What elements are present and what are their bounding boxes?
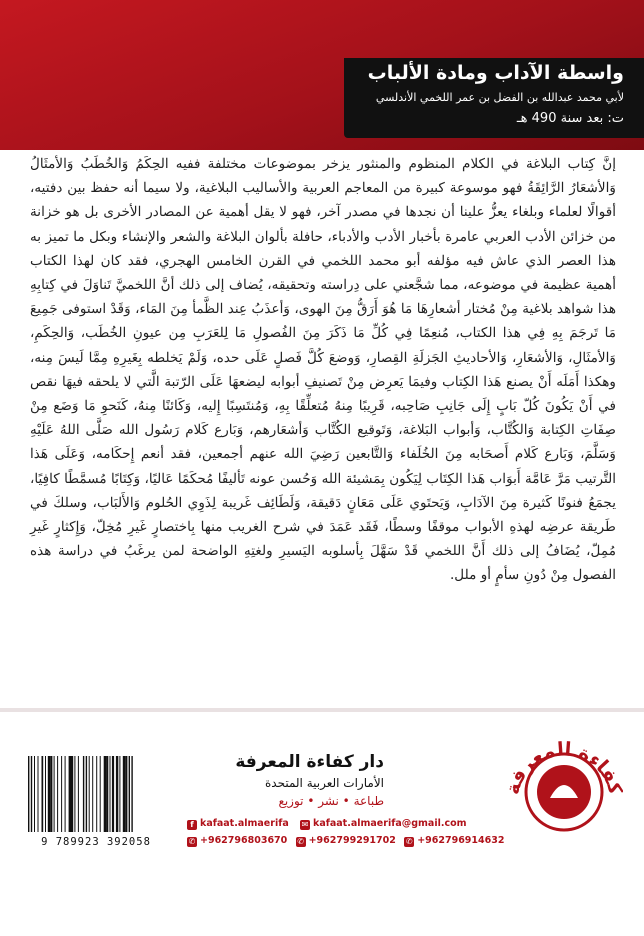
- email-address: kafaat.almaerifa@gmail.com: [313, 818, 467, 829]
- barcode-bar: [31, 756, 32, 832]
- barcode-bar: [83, 756, 84, 832]
- barcode-bar: [96, 756, 97, 832]
- barcode-bar: [50, 756, 52, 832]
- book-title: واسطة الآداب ومادة الألباب: [367, 62, 624, 84]
- barcode-bar: [74, 756, 75, 832]
- phone-icon: ✆: [405, 837, 413, 846]
- barcode-bar: [57, 756, 58, 832]
- phone-icon: ✆: [188, 837, 196, 846]
- barcode-bar: [38, 756, 39, 832]
- email-contact[interactable]: [300, 818, 467, 830]
- phone-number-1[interactable]: +962796803670: [200, 835, 288, 846]
- isbn-number: 9 789923 392058: [41, 836, 151, 848]
- barcode-bar: [129, 756, 130, 832]
- barcode-bar: [48, 756, 50, 832]
- barcode-bar: [65, 756, 66, 832]
- barcode-bar: [86, 756, 87, 832]
- publisher-logo: [505, 726, 623, 844]
- barcode-bar: [92, 756, 93, 832]
- barcode-bar: [112, 756, 114, 832]
- phone-number-2[interactable]: +962799291702: [308, 835, 396, 846]
- author-death-date: ت: بعد سنة 490 هـ: [516, 111, 624, 126]
- phone-number-3[interactable]: +962796914632: [417, 835, 505, 846]
- mail-icon: ✉: [301, 820, 309, 829]
- barcode-bar: [125, 756, 127, 832]
- barcode-bar: [104, 756, 106, 832]
- barcode-bar: [71, 756, 73, 832]
- barcode-bar: [89, 756, 90, 832]
- publisher-block: [182, 748, 505, 848]
- phone-icon: ✆: [297, 837, 304, 846]
- publisher-name: دار كفاءة المعرفة: [235, 752, 384, 772]
- back-cover-blurb: إنَّ كِتاب البلاغة في الكلام المنظوم والمنثور يزخر بموضوعات مختلفة ففيه الحِكَمُ وَالخُطَبُ وَالأمثَالُ وَالأشعَارُ الرَّائِقَةُ فهو موسوعة كبيرة من المعاجم العربية والأساليب البلاغية، ولا سيما أنه حفظ بين دفتيه، أقوالًا لعلماء وبلغاء يعزُّ علينا أن نجدها في مصدر آخر، فهو لا يقل أهمية عن المصادر الأخرى بل هو خزانة من خزائن الأدب العربي عامرة بأخبار الأدب والأدباء، حافلة بألوان البلاغة والشعر والإنشاء وبكل ما تميز به هذا العصر الذي عاش فيه مؤلفه أبو محمد اللخمي في القرن الخامس الهجري، فقد كان لهذا الكتاب أهمية عظيمة في موضوعه، مما شجَّعني على دِراسته وتحقيقه، يُضاف إلى ذلك أنَّ اللخميَّ تَناوَلَ في كِتابِهِ هذا شواهد بلاغية مِنْ مُختار أشعارِهَا مَا هُوَ أَرَقُّ مِنَ الهوى، وَأعذَبُ عِند الظَّمأ مِنَ المَاء، وَقَدْ استوفى جَمِيعَ مَا تَرجَمَ بِهِ فِي هذا الكتاب، مُنعِمًا فِي كُلِّ مَا ذَكَرَ مِنَ الفُصولِ مَا لِلعَرَبِ مِن عيونِ الخُطَب، وَالحِكَمِ، وَالأمثَالِ، وَالأشعَارِ، وَالأحاديثِ الجَزلَةِ القِصارِ، وَوضعَ كُلَّ فَصلٍ عَلَى حده، وَلَمْ يَخلطه بِغَيرِهِ مِمَّا لَيسَ مِنه، وهكذا أَمَلَه أَنْ يصنع هَذا الكِتاب وفيمَا يَعرِض مِنْ تَصنيفِ أبوابه ليضعهَا عَلَى الرّتبة الَّتي لا يلحقه فيهَا نقص في أَنْ يَكُونَ كُلّ بَابٍ إِلَى جَانِبِ صَاحِبه، قَرِيبًا مِنهُ مُتعلِّقًا بِهِ، وَمُنتَسِبًا إِليه، وَكَائنًا مِنهُ، كَنَحوِ مَا وَضَع مِنْ صِفَاتِ الكِتابة وَالكُتَّاب، وَأبواب البَلاغة، وَتَوقيع الكُتَّاب وَأشعَارهم، وَبَارع كَلام رَسُول الله صَلَّى اللهُ عَلَيْهِ وَسَلَّمَ، وَبَارع كَلام أَصحَابه مِنَ الخُلَفاء وَالتَّابعين رَضِيَ الله عنهم أجمعين، فقد أنعم إِحكَامه، وَعَلَى هَذا التَّرتيب مَرَّ عَامَّة أَبوَاب هَذا الكِتَاب لِيَكُون بِمَشيئة الله وَحُسن عونه تَأليفًا مُحكَمًا عَاليًا، وَكِتَابًا مُسمَّطًا كافِيًا، يجمَعُ فنونًا كَثيرة مِنَ الآدَابِ، وَيَحتَوي عَلَى مَعَانٍ دَقيقة، وَلَطَائِف غَريبة لِذَوِي الحُلوم وَالأَلبَاب، وسلكَ في طَريقة عرضِه لهذهِ الأبواب موقفًا وسطًا، فَقَد عَمَدَ في شرح الغريب منها بِاختصارٍ غَيرِ مُخِلّ، وَإِكثارٍ غَيرِ مُمِلّ، يُضَافُ إلى ذلك أَنَّ اللخمي قَدْ سَهَّلَ بِأسلوبه اليَسيرِ ولغتِهِ الواضحة لمن يرغَبُ في دراسة هذه الفصول مِنْ دُونِ سأمٍ أو ملل.: [30, 156, 616, 584]
- publisher-country: الأمارات العربية المتحدة: [265, 776, 384, 790]
- phone-contacts: [187, 835, 504, 847]
- facebook-icon: f: [187, 820, 197, 830]
- barcode-bar: [69, 756, 71, 832]
- barcode-bar: [42, 756, 44, 832]
- barcode-bar: [100, 756, 101, 832]
- barcode-bar: [34, 756, 35, 832]
- barcode-bar: [123, 756, 125, 832]
- barcode-bar: [78, 756, 79, 832]
- barcode-bar: [119, 756, 120, 832]
- barcode-bar: [110, 756, 111, 832]
- barcode-bar: [116, 756, 118, 832]
- barcode-bar: [61, 756, 62, 832]
- barcode-bar: [106, 756, 108, 832]
- logo-lettering: فاءة المعرف: [506, 738, 623, 788]
- book-author: لأبي محمد عبدالله بن الفضل بن عمر اللخمي الأندلسي: [375, 91, 624, 104]
- barcode: [22, 756, 170, 832]
- facebook-contact[interactable]: [187, 818, 289, 830]
- title-box: [344, 58, 644, 138]
- barcode-bar: [45, 756, 46, 832]
- decorative-divider: [0, 708, 644, 712]
- barcode-bar: [54, 756, 55, 832]
- barcode-bar: [28, 756, 29, 832]
- publisher-services: طباعة • نشر • توزيع: [278, 794, 384, 808]
- facebook-handle: kafaat.almaerifa: [200, 818, 289, 829]
- barcode-bar: [131, 756, 132, 832]
